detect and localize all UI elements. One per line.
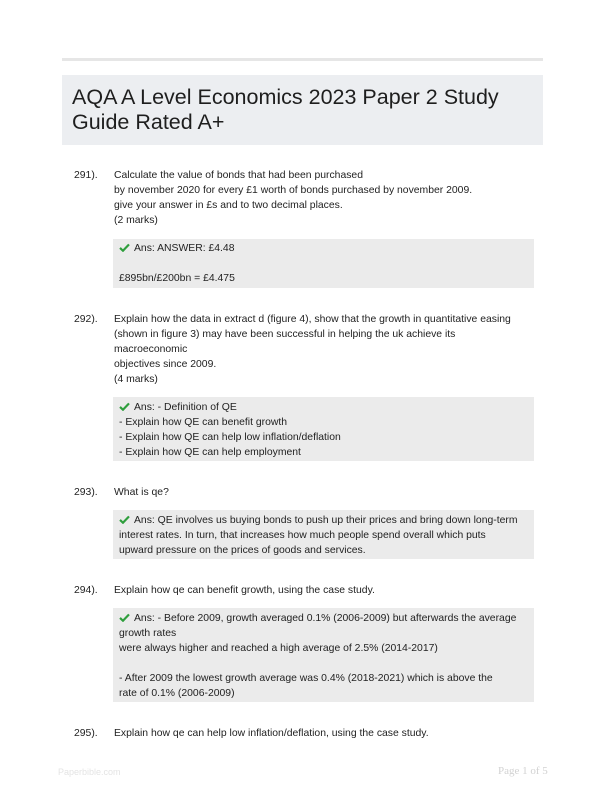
question-number: 294). [74, 585, 98, 596]
answer-box-291 [113, 239, 534, 288]
answer-line [119, 656, 528, 671]
answer-line: Ans: - Definition of QE [119, 400, 528, 415]
answer-line: Ans: - Before 2009, growth averaged 0.1% (2006-2009) but afterwards the average [119, 611, 528, 626]
top-rule [62, 58, 543, 61]
answer-line: Ans: ANSWER: £4.48 [119, 241, 528, 256]
answer-line: interest rates. In turn, that increases how much people spend overall which puts [119, 530, 486, 541]
question-line: (shown in figure 3) may have been successful in helping the uk achieve its [114, 329, 456, 340]
answer-line [119, 256, 528, 271]
question-number: 291). [74, 170, 98, 181]
answer-line: - Explain how QE can help low inflation/deflation [119, 432, 341, 443]
title-line-1: AQA A Level Economics 2023 Paper 2 Study [72, 85, 499, 109]
question-line: (4 marks) [114, 374, 158, 385]
question-text [114, 583, 534, 598]
question-number: 292). [74, 314, 98, 325]
answer-box-294 [113, 608, 534, 702]
check-icon [119, 515, 130, 524]
question-line: Explain how the data in extract d (figure 4), show that the growth in quantitative easing [114, 314, 511, 325]
question-text [114, 168, 534, 228]
question-line: What is qe? [114, 487, 169, 498]
question-line: give your answer in £s and to two decimal places. [114, 200, 343, 211]
question-line: macroeconomic [114, 344, 188, 355]
question-number: 295). [74, 728, 98, 739]
question-line: Explain how qe can help low inflation/deflation, using the case study. [114, 728, 429, 739]
question-number: 293). [74, 487, 98, 498]
footer-page-number: Page 1 of 5 [498, 765, 548, 777]
answer-line: were always higher and reached a high average of 2.5% (2014-2017) [119, 643, 438, 654]
answer-line: - Explain how QE can benefit growth [119, 417, 288, 428]
question-text [114, 726, 534, 741]
check-icon [119, 243, 130, 252]
check-icon [119, 402, 130, 411]
question-line: by november 2020 for every £1 worth of bonds purchased by november 2009. [114, 185, 473, 196]
question-text [114, 485, 534, 500]
question-text [114, 312, 534, 387]
answer-line: - After 2009 the lowest growth average was 0.4% (2018-2021) which is above the [119, 673, 493, 684]
footer-site-watermark: Paperbible.com [58, 767, 121, 777]
title-line-2: Guide Rated A+ [72, 110, 225, 134]
answer-line: rate of 0.1% (2006-2009) [119, 688, 235, 699]
answer-line: £895bn/£200bn = £4.475 [119, 273, 235, 284]
question-line: Explain how qe can benefit growth, using the case study. [114, 585, 375, 596]
question-line: objectives since 2009. [114, 359, 217, 370]
check-icon [119, 613, 130, 622]
answer-line: upward pressure on the prices of goods and services. [119, 545, 366, 556]
title-box [62, 75, 543, 145]
answer-box-293 [113, 510, 534, 559]
answer-line: Ans: QE involves us buying bonds to push up their prices and bring down long-term [119, 513, 528, 528]
page-title [72, 85, 532, 135]
answer-box-292 [113, 397, 534, 461]
answer-line: growth rates [119, 628, 177, 639]
question-line: (2 marks) [114, 215, 158, 226]
question-line: Calculate the value of bonds that had been purchased [114, 170, 363, 181]
answer-line: - Explain how QE can help employment [119, 447, 301, 458]
